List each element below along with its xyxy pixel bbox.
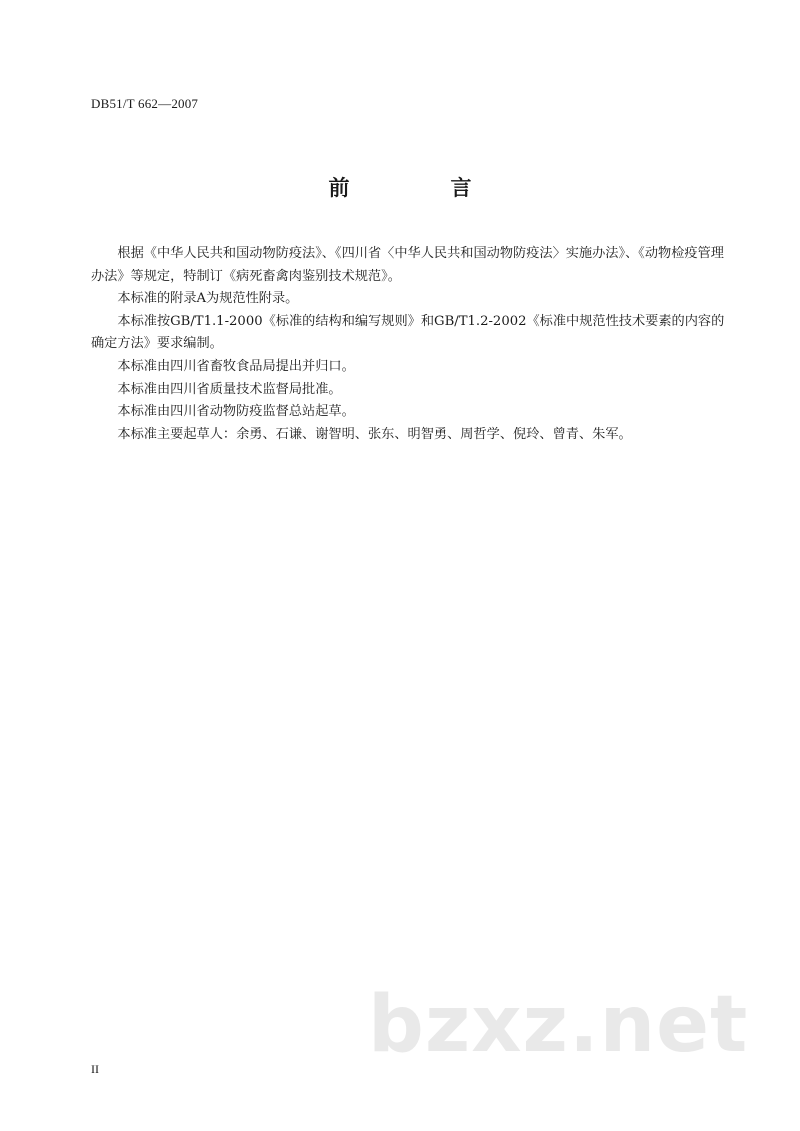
paragraph-basis: 根据《中华人民共和国动物防疫法》、《四川省〈中华人民共和国动物防疫法〉实施办法》、《动物检疫管理办法》等规定，特制订《病死畜禽肉鉴别技术规范》。 [91, 246, 724, 284]
paragraph-approver: 本标准由四川省质量技术监督局批准。 [117, 381, 342, 397]
paragraph-proposer: 本标准由四川省畜牧食品局提出并归口。 [117, 358, 355, 374]
page-title: 前 言 [328, 176, 512, 200]
page-number: II [91, 1062, 99, 1076]
paragraph-drafters: 本标准主要起草人：余勇、石谦、谢智明、张东、明智勇、周哲学、倪玲、曾青、朱军。 [117, 426, 632, 442]
site-watermark: bzxz.net [368, 980, 749, 1070]
paragraph-drafter-org: 本标准由四川省动物防疫监督总站起草。 [117, 404, 355, 420]
paragraph-appendix: 本标准的附录A为规范性附录。 [117, 291, 299, 307]
preface-body [91, 243, 731, 446]
document-code: DB51/T 662—2007 [91, 96, 199, 111]
paragraph-drafting-rules: 本标准按GB/T1.1-2000《标准的结构和编写规则》和GB/T1.2-2002《标准中规范性技术要素的内容的确定方法》要求编制。 [91, 313, 725, 352]
